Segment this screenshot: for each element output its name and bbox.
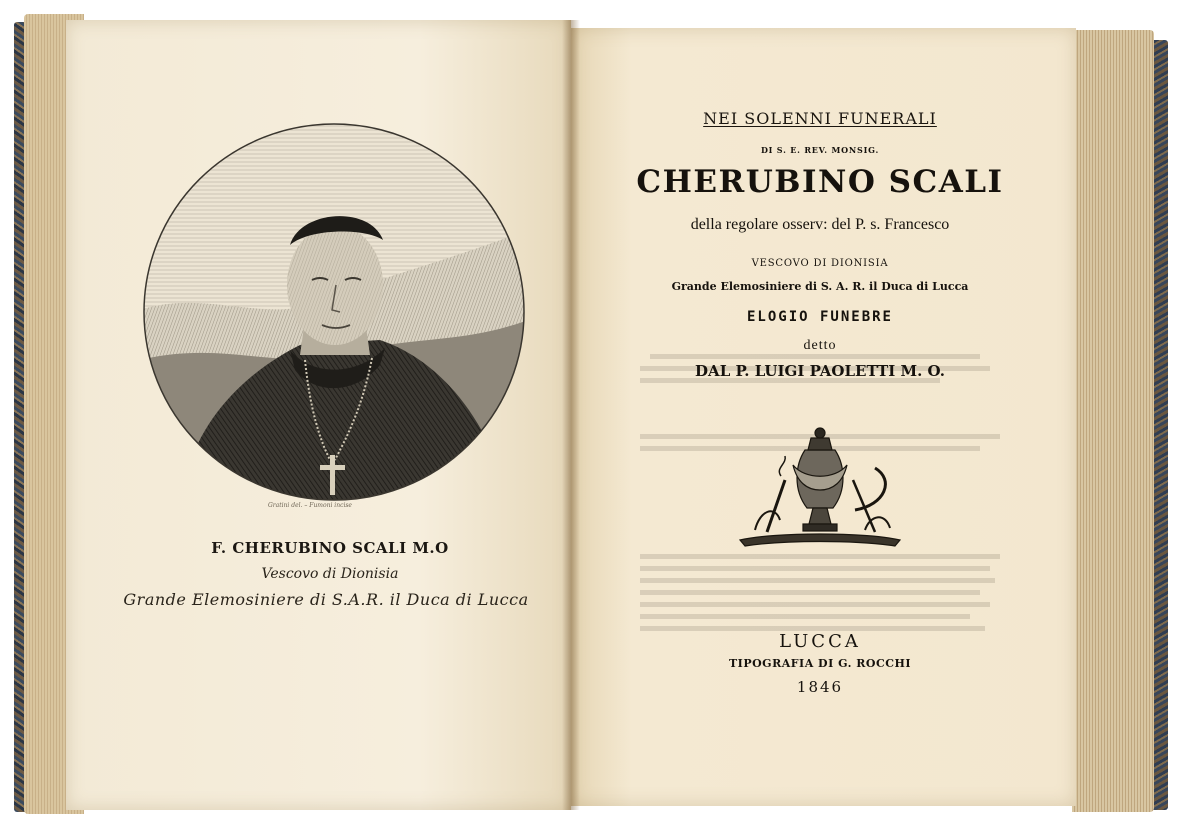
imprint-city: LUCCA (779, 631, 861, 652)
funerary-urn-vignette (735, 420, 905, 555)
title-name: CHERUBINO SCALI (636, 164, 1004, 200)
title-see: VESCOVO DI DIONISIA (751, 258, 889, 269)
portrait-caption-name: F. CHERUBINO SCALI M.O (211, 539, 449, 557)
title-detto: detto (803, 338, 837, 353)
book-gutter (562, 20, 580, 810)
portrait-caption-office: Grande Elemosiniere di S.A.R. il Duca di Lucca (123, 590, 529, 609)
title-heading: NEI SOLENNI FUNERALI (703, 109, 937, 128)
page-edges-right (1072, 30, 1154, 812)
title-office: Grande Elemosiniere di S. A. R. il Duca di Lucca (671, 280, 969, 293)
title-order: della regolare osserv: del P. s. Francesco (690, 216, 950, 233)
portrait-caption-vescovo: Vescovo di Dionisia (261, 566, 399, 582)
title-honorific: DI S. E. REV. MONSIG. (760, 145, 880, 155)
imprint-printer: TIPOGRAFIA DI G. ROCCHI (728, 657, 912, 670)
imprint-year: 1846 (796, 678, 844, 696)
engraver-credit: Gratini del. – Fumoni incise (267, 502, 352, 509)
portrait-engraving (140, 120, 528, 505)
title-genre: ELOGIO FUNEBRE (746, 309, 893, 325)
title-author: DAL P. LUIGI PAOLETTI M. O. (695, 362, 945, 380)
